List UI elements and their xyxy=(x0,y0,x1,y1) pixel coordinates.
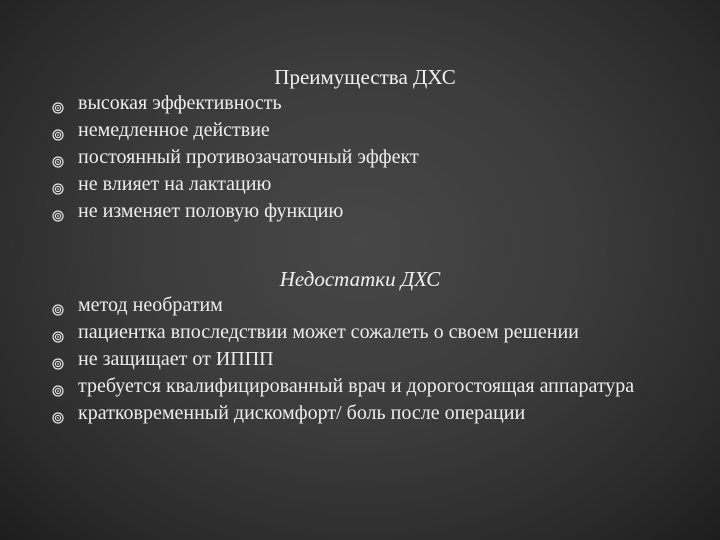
target-bullet-icon xyxy=(52,381,64,393)
list-item-text: пациентка впоследствии может сожалеть о своем решении xyxy=(78,321,579,343)
list-item-text: постоянный противозачаточный эффект xyxy=(78,146,419,168)
list-item xyxy=(52,120,672,141)
list-item xyxy=(52,376,672,397)
list-item-text: не влияет на лактацию xyxy=(78,173,272,195)
list-item-text: не защищает от ИППП xyxy=(78,348,274,370)
list-item-text: немедленное действие xyxy=(78,119,270,141)
list-item xyxy=(52,295,672,316)
list-item xyxy=(52,174,672,195)
list-item xyxy=(52,403,672,424)
target-bullet-icon xyxy=(52,179,64,191)
list-item-text: не изменяет половую функцию xyxy=(78,200,344,222)
target-bullet-icon xyxy=(52,152,64,164)
list-item-text: кратковременный дискомфорт/ боль после операции xyxy=(78,402,526,424)
disadvantages-list xyxy=(52,295,672,430)
target-bullet-icon xyxy=(52,354,64,366)
advantages-list xyxy=(52,93,672,228)
advantages-heading: Преимущества ДХС xyxy=(274,65,456,89)
list-item-text: метод необратим xyxy=(78,294,223,316)
list-item-text: требуется квалифицированный врач и дорогостоящая аппаратура xyxy=(78,375,635,397)
target-bullet-icon xyxy=(52,98,64,110)
target-bullet-icon xyxy=(52,206,64,218)
list-item-text: высокая эффективность xyxy=(78,92,282,114)
list-item xyxy=(52,322,672,343)
disadvantages-heading: Недостатки ДХС xyxy=(279,267,441,291)
list-item xyxy=(52,349,672,370)
list-item xyxy=(52,201,672,222)
list-item xyxy=(52,147,672,168)
target-bullet-icon xyxy=(52,327,64,339)
list-item xyxy=(52,93,672,114)
target-bullet-icon xyxy=(52,408,64,420)
target-bullet-icon xyxy=(52,125,64,137)
target-bullet-icon xyxy=(52,300,64,312)
